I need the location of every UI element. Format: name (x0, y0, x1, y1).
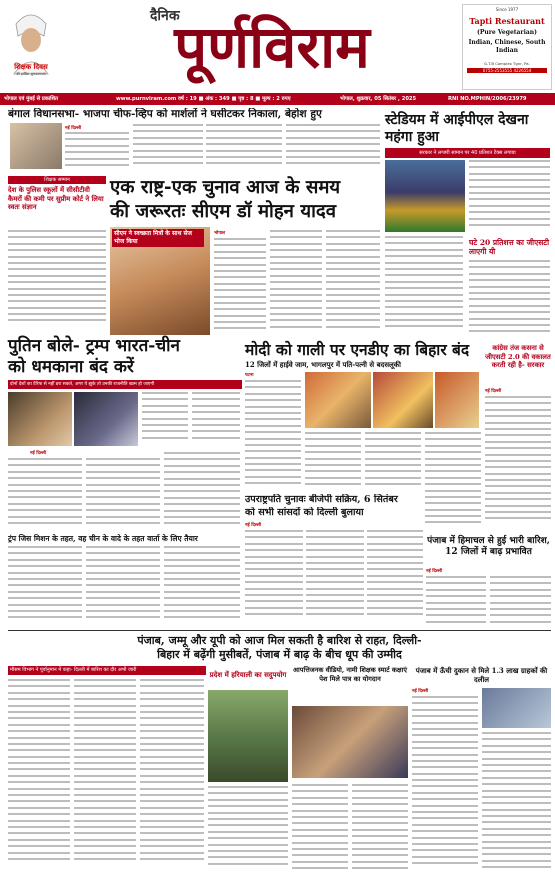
right-lower-body-col2 (482, 732, 551, 876)
putin-body-col3 (8, 458, 82, 530)
right-lower-photo (482, 688, 551, 728)
bihar-body-col1 (245, 380, 301, 492)
mission-headline[interactable]: ट्रंप जिस मिशन के तहत, वह चीन के वादे के तहत वार्ता के लिए तैयार (8, 534, 198, 543)
portrait-caption: शिक्षक दिवस (14, 62, 48, 71)
putin-byline: नई दिल्ली (30, 451, 47, 456)
election-byline: भोपाल (214, 231, 226, 236)
putin-body-col4 (86, 458, 160, 530)
right-lower-body-col1 (412, 696, 478, 876)
vp-body-col1 (245, 530, 303, 626)
vp-body-col3 (367, 530, 423, 626)
putin-headline-line2[interactable]: को धमकाना बंद करें (8, 357, 134, 377)
dateline-strip (0, 93, 555, 105)
putin-headline-line1[interactable]: पुतिन बोले- ट्रम्प भारत-चीन (8, 336, 180, 356)
bihar-body-col4 (425, 432, 481, 532)
putin-photo-1 (8, 392, 72, 446)
punjab-body-col1 (426, 576, 486, 628)
bengal-body-col3 (206, 124, 282, 172)
election-body-col2 (270, 230, 322, 336)
rain-subhead: मौसम विभाग ने पूर्वानुमान में कहा- दिल्ली में बारिश का दौर अभी जारी (8, 666, 206, 675)
putin-body-col2 (192, 392, 240, 448)
pradesh-body (208, 786, 288, 876)
election-photo-caption: सीएम ने स्वच्छता मित्रों के साथ सेज भोज किया (112, 229, 204, 247)
vp-headline-line2[interactable]: को सभी सांसदों को दिल्ली बुलाया (245, 507, 364, 518)
ad-tagline: (Pure Vegetarian) (477, 29, 537, 36)
newspaper-title: पूर्णविराम (174, 13, 370, 81)
bihar-body-col2 (305, 432, 361, 492)
congress-body (485, 396, 551, 532)
date-label: भोपाल, शुक्रवार, 05 सितंबर , 2025 (340, 96, 417, 102)
congress-byline: नई दिल्ली (485, 389, 502, 394)
right-lower-byline: नई दिल्ली (412, 689, 429, 694)
election-headline-line1[interactable]: एक राष्ट्र-एक चुनाव आज के समय (110, 177, 341, 198)
congress-headline[interactable]: कांग्रेस तंज कसना से जीएसटी 2.0 की वकालत करती रही है- सरकार (485, 344, 551, 369)
putin-photo-2 (74, 392, 138, 446)
bengal-headline[interactable]: बंगाल विधानसभा- भाजपा चीफ-व्हिप को मार्शलों ने घसीटकर निकाला, बेहोश हुए (8, 108, 322, 120)
rain-body-col2 (74, 679, 136, 875)
masthead (0, 0, 555, 92)
bihar-subhead: 12 जिलों में हाईवे जाम, भागलपुर में पति-पत्नी से बदसलूकी (245, 360, 401, 369)
punjab-headline[interactable]: पंजाब में हिमाचल से हुई भारी बारिश, 12 जिलों में बाढ़ प्रभावित (427, 536, 550, 557)
gst-body (469, 260, 550, 336)
rain-headline-line2[interactable]: बिहार में बढ़ेंगी मुसीबतें, पंजाब में बाढ़ के बीच धूप की उम्मीद (157, 648, 402, 661)
rain-headline-line1[interactable]: पंजाब, जम्मू और यूपी को आज मिल सकती है बारिश से राहत, दिल्ली- (137, 634, 422, 647)
election-body-col3 (326, 230, 380, 336)
bihar-photo-1 (305, 372, 371, 428)
bengal-body (65, 132, 129, 172)
bihar-photo-2 (373, 372, 433, 428)
putin-body-col1 (142, 392, 188, 448)
rain-body-col1 (8, 679, 70, 875)
tribal-headline[interactable]: आपत्तिजनक वीडियो, नामी शिक्षक स्मार्ट कक्षाएं पेश मिले पात्र का योगदान (293, 666, 407, 683)
election-headline-line2[interactable]: की जरूरतः सीएम डॉ मोहन यादव (110, 201, 337, 222)
daily-label: दैनिक (150, 8, 180, 24)
police-cctv-headline[interactable]: देश के पुलिस स्कूलों में सीसीटीवी कैमरों की कमी पर सुप्रीम कोर्ट ने लिया स्वतः संज्ञान (8, 186, 104, 211)
tribal-photo (292, 706, 408, 778)
bengal-byline: नई दिल्ली (65, 126, 82, 131)
rni-number: RNI NO.MPHIN/2006/23979 (448, 96, 527, 102)
bihar-photo-3 (435, 372, 479, 428)
bengal-body-col2 (133, 124, 203, 172)
ad-cuisine: Indian, Chinese, South Indian (468, 39, 546, 54)
bihar-body-col3 (365, 432, 421, 492)
website-link[interactable]: www.purnviram.com (116, 96, 177, 102)
election-body-col1 (214, 238, 266, 336)
stadium-photo (385, 160, 465, 232)
issue-info: वर्ष : 19 ■ अंक : 349 ■ पृष्ठ : 8 ■ मूल्य : 2 रुपए (178, 96, 291, 102)
portrait-subcaption: की हार्दिक शुभकामनाएं (16, 72, 46, 76)
gst-headline[interactable]: घटे 20 प्रतिशत्त का जीएसटी लाएगी यी (469, 238, 550, 256)
bihar-headline[interactable]: मोदी को गाली पर एनडीए का बिहार बंद (245, 340, 470, 359)
edition-label: भोपाल एवं मुंबई से प्रकाशित (4, 96, 58, 102)
vp-byline: नई दिल्ली (245, 523, 262, 528)
teachers-kicker: शिक्षक सम्मान (8, 176, 106, 184)
putin-body-col5 (164, 452, 240, 530)
mission-body-col3 (164, 546, 240, 626)
vp-body-col2 (306, 530, 364, 626)
ad-since: Since 1977 (495, 7, 519, 12)
ad-address: G.T.B Complex Tgnr, Pa. (484, 61, 530, 66)
ad-phone: 0755-2553555 4226554 (467, 68, 547, 73)
putin-subhead: दोनों देशों का टैरिफ से नहीं डरा सकते, अगर ये झुके तो उनकी राजनीति खत्म हो जाएगी (8, 380, 242, 389)
bengal-body-col4 (286, 124, 380, 172)
stadium-body (469, 160, 550, 232)
pradesh-photo (208, 690, 288, 782)
ad-name: Tapti Restaurant (469, 16, 545, 26)
stadium-headline[interactable]: स्टेडियम में आईपीएल देखना महंगा हुआ (385, 112, 529, 145)
tribal-body-col2 (352, 784, 408, 876)
stadium-subhead: सरकार ने लग्जरी सामान पर 40 प्रतिशत टैक्स लगाया (385, 148, 550, 158)
pradesh-headline[interactable]: प्रदेश में हरियाली का सदुपयोग (209, 670, 287, 679)
bengal-photo (10, 123, 62, 169)
restaurant-ad (462, 4, 552, 90)
punjab-body-col2 (490, 576, 551, 628)
rain-body-col3 (140, 679, 204, 875)
punjab-byline: नई दिल्ली (426, 569, 443, 574)
right-col-body-a (385, 236, 463, 336)
right-lower-headline[interactable]: पंजाब में ऊँची दुकान से मिले 1.3 लाख ग्राहकों की दलील (415, 666, 548, 684)
teachers-day-portrait (8, 4, 54, 88)
mission-body-col1 (8, 546, 82, 626)
vp-headline-line1[interactable]: उपराष्ट्रपति चुनावः बीजेपी सक्रिय, 6 सितंबर (245, 494, 398, 505)
mission-body-col2 (86, 546, 160, 626)
tribal-body-col1 (292, 784, 348, 876)
bihar-byline: पटना (245, 373, 254, 378)
police-cctv-body (8, 230, 106, 326)
rain-top-rule (8, 630, 551, 631)
